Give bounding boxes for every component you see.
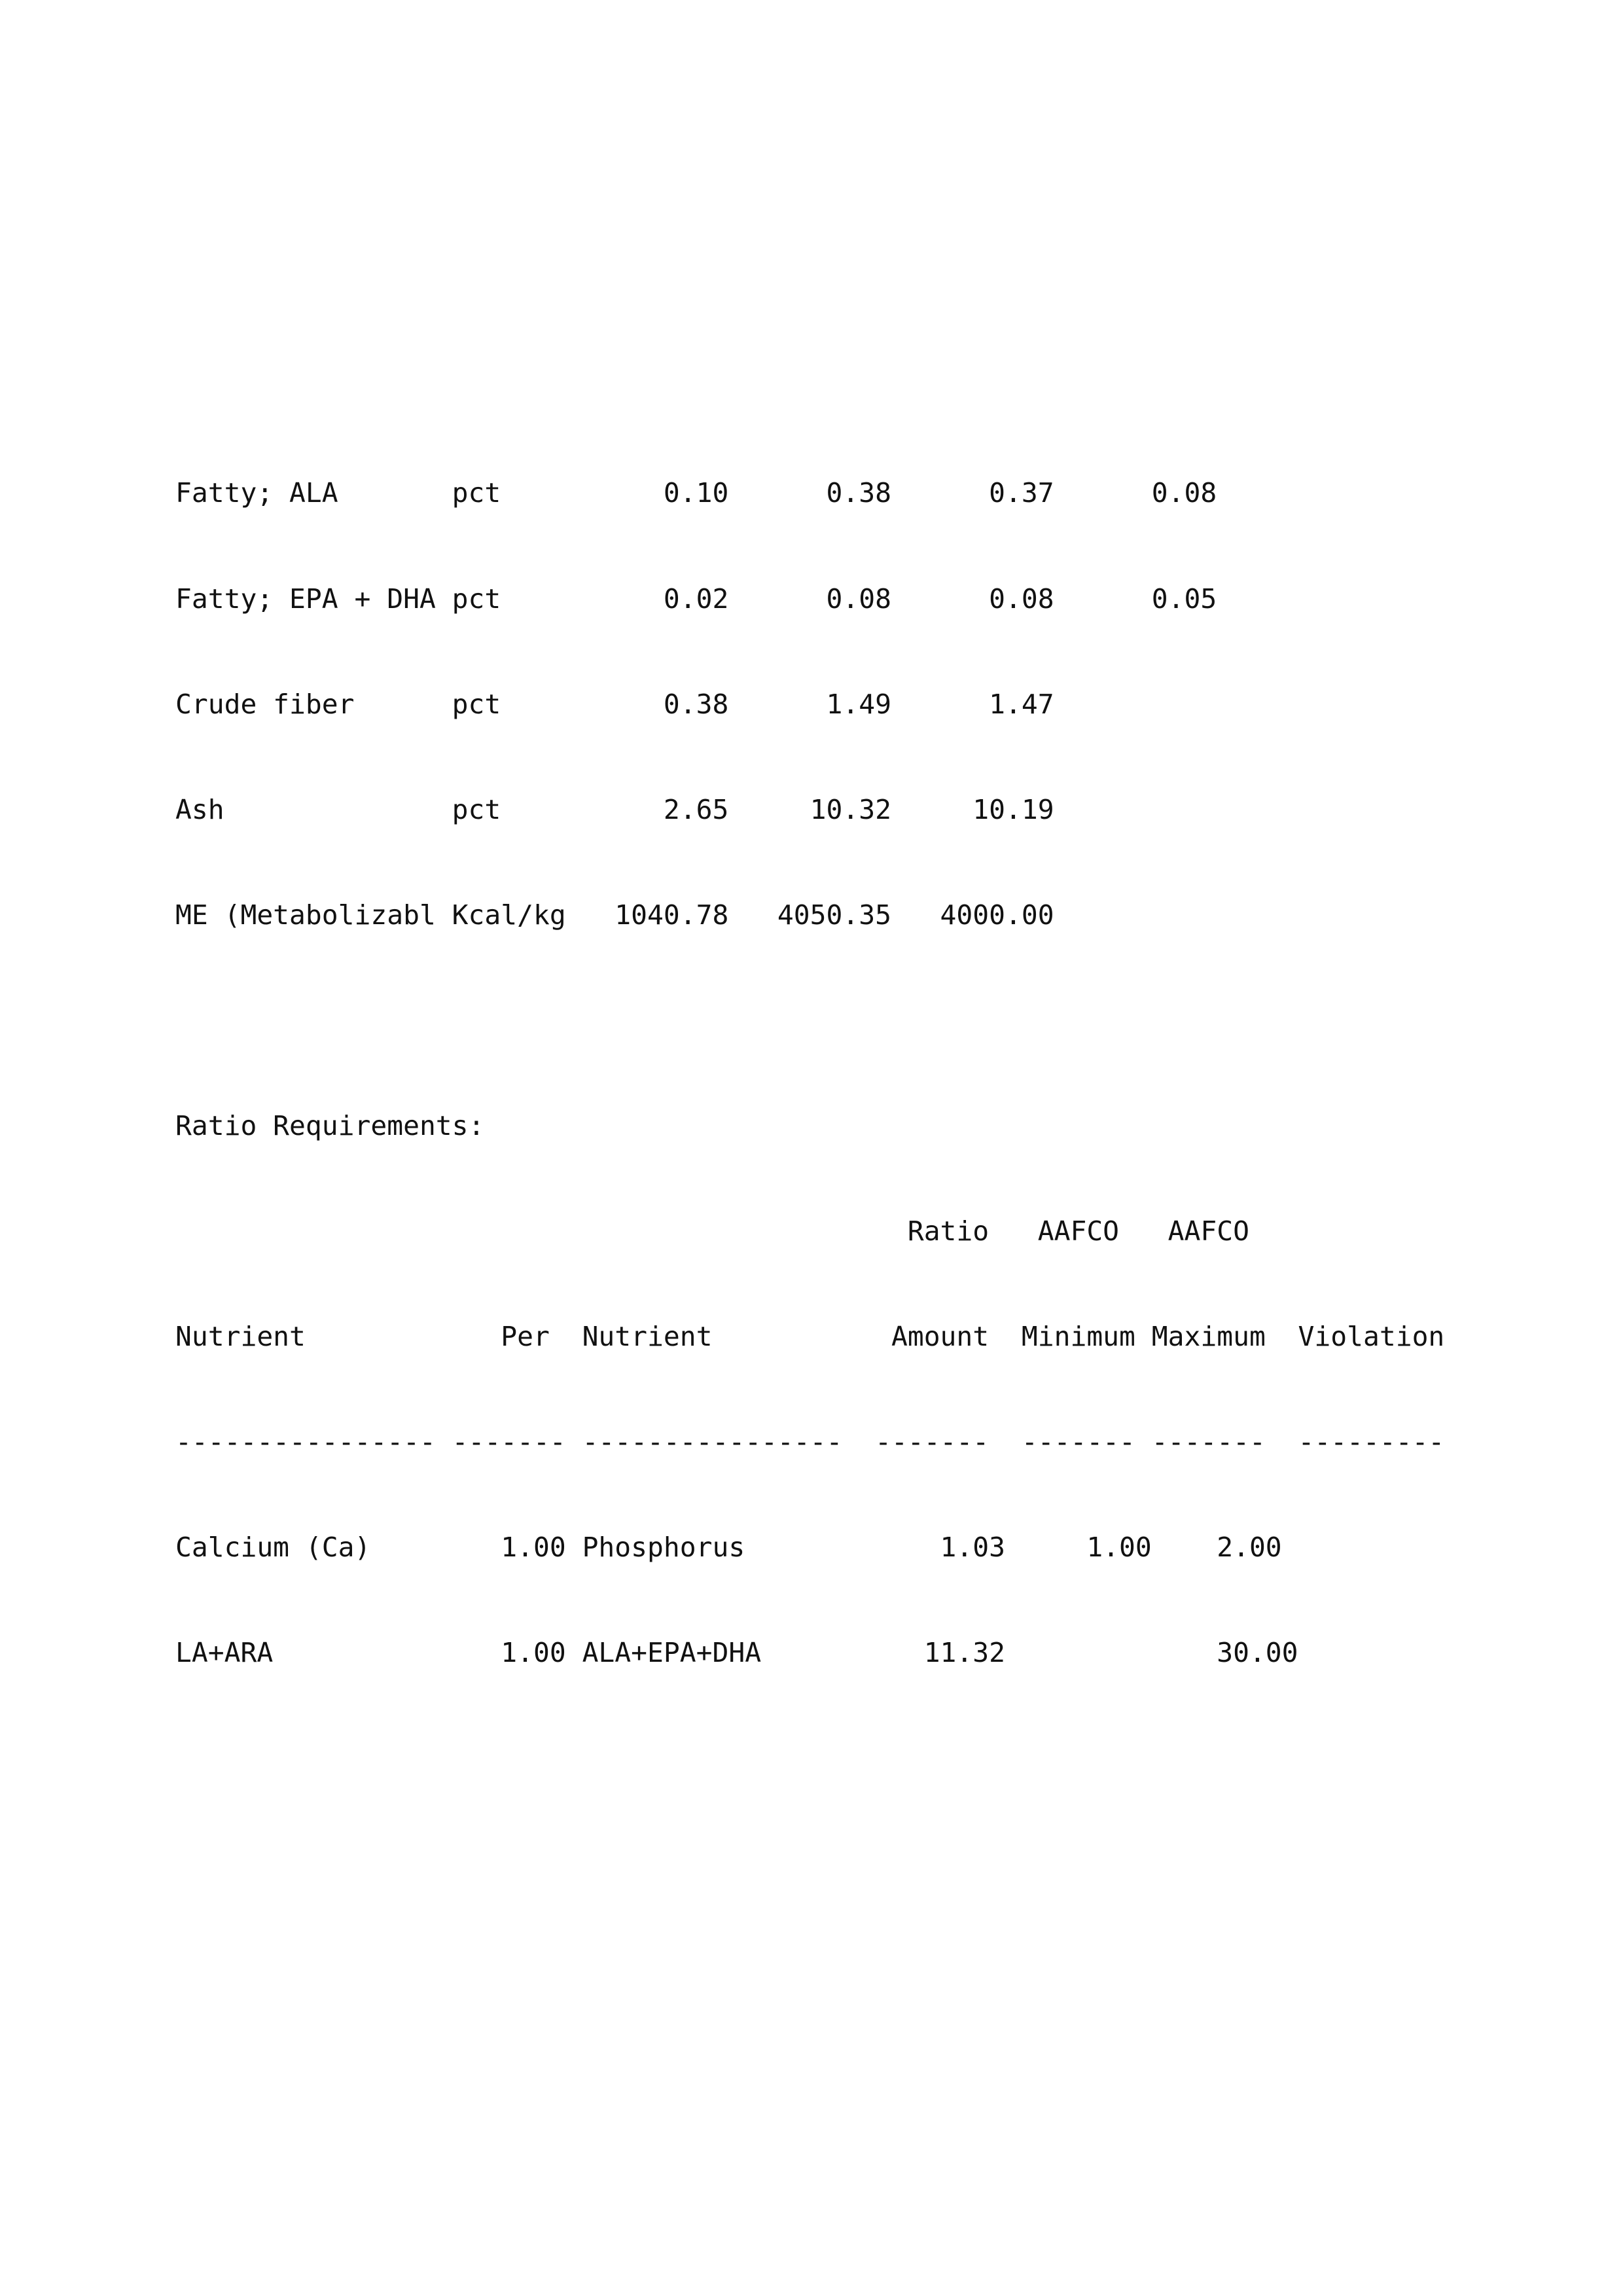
ratio-requirements-title: Ratio Requirements: [175,1109,485,1141]
ratio-row-calcium-phosphorus: Calcium (Ca) 1.00 Phosphorus 1.03 1.00 2.00 [175,1532,1282,1564]
nutrient-row-me: ME (Metabolizabl Kcal/kg 1040.78 4050.35 4000.00 [175,899,1054,931]
ratio-table-separator: ---------------- ------- ---------------- ------- ------- ------- --------- [175,1426,1445,1458]
nutrient-row-ash: Ash pct 2.65 10.32 10.19 [175,793,1054,825]
blank-line [175,1003,1444,1039]
ratio-row-la-ara: LA+ARA 1.00 ALA+EPA+DHA 11.32 30.00 [175,1637,1298,1669]
nutrient-row-crude-fiber: Crude fiber pct 0.38 1.49 1.47 [175,688,1054,720]
nutrient-row-ala: Fatty; ALA pct 0.10 0.38 0.37 0.08 [175,477,1217,509]
ratio-table-header-line-2: Nutrient Per Nutrient Amount Minimum Maximum Violation [175,1321,1445,1353]
nutrient-row-epa-dha: Fatty; EPA + DHA pct 0.02 0.08 0.08 0.05 [175,583,1217,615]
ratio-table-header-line-1: Ratio AAFCO AAFCO [175,1215,1249,1247]
report-text [175,406,1444,1742]
